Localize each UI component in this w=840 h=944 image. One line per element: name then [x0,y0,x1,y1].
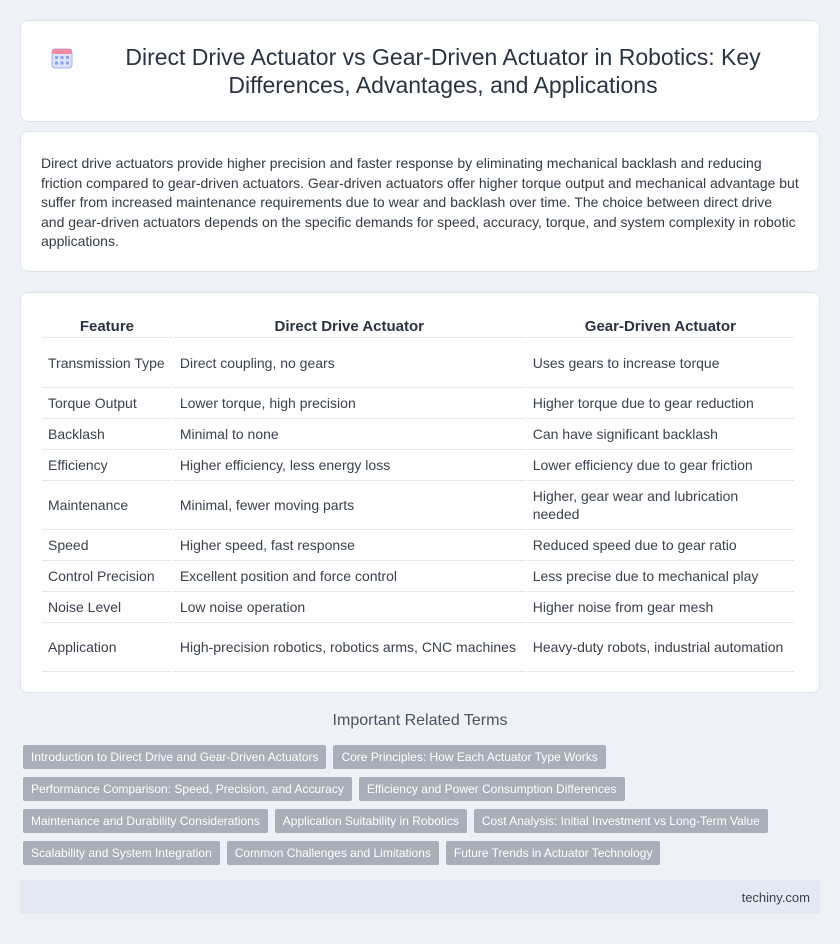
table-row [42,481,794,530]
direct-drive-cell: Low noise operation [174,592,525,623]
intro-card [20,131,820,272]
table-row [42,388,794,419]
table-header-row [42,315,794,338]
tag-row [23,777,823,801]
feature-cell: Maintenance [42,481,172,530]
gear-driven-cell: Uses gears to increase torque [527,338,794,388]
column-header-feature: Feature [42,315,172,338]
title-card [20,20,820,122]
direct-drive-cell: Minimal to none [174,419,525,450]
intro-paragraph: Direct drive actuators provide higher precision and faster response by eliminating mechanical backlash and reducing friction compared to gear-driven actuators. Gear-driven actuators offer higher torque output and mechanical advantage but suffer from increased maintenance requirements due to wear and backlash over time. The choice between direct drive and gear-driven actuators depends on the specific demands for speed, accuracy, torque, and system complexity in robotic applications. [41,155,799,250]
related-term-tag[interactable]: Performance Comparison: Speed, Precision, and Accuracy [23,777,352,801]
related-term-tag[interactable]: Maintenance and Durability Considerations [23,809,268,833]
direct-drive-cell: Excellent position and force control [174,561,525,592]
table-row [42,450,794,481]
feature-cell: Transmission Type [42,338,172,388]
related-term-tag[interactable]: Core Principles: How Each Actuator Type Works [333,745,605,769]
related-term-tag[interactable]: Cost Analysis: Initial Investment vs Long-Term Value [474,809,768,833]
gear-driven-cell: Higher noise from gear mesh [527,592,794,623]
table-row [42,623,794,672]
related-term-tag[interactable]: Common Challenges and Limitations [227,841,439,865]
related-term-tag[interactable]: Application Suitability in Robotics [275,809,467,833]
feature-cell: Control Precision [42,561,172,592]
column-header-gear-driven: Gear-Driven Actuator [527,315,794,338]
footer-site-link[interactable]: techiny.com [741,889,810,905]
related-terms-heading: Important Related Terms [332,712,508,729]
feature-cell: Efficiency [42,450,172,481]
feature-cell: Speed [42,530,172,561]
gear-driven-cell: Can have significant backlash [527,419,794,450]
related-term-tag[interactable]: Scalability and System Integration [23,841,220,865]
tag-row [23,809,823,833]
calendar-grid-icon [50,46,74,70]
gear-driven-cell: Higher, gear wear and lubrication needed [527,481,794,530]
column-header-direct-drive: Direct Drive Actuator [174,315,525,338]
title-wrap [50,43,790,99]
page-title: Direct Drive Actuator vs Gear-Driven Actuator in Robotics: Key Differences, Advantages, and Applications [125,44,761,98]
direct-drive-cell: Lower torque, high precision [174,388,525,419]
feature-cell: Noise Level [42,592,172,623]
feature-cell: Application [42,623,172,672]
related-term-tag[interactable]: Future Trends in Actuator Technology [446,841,661,865]
feature-cell: Torque Output [42,388,172,419]
table-row [42,530,794,561]
direct-drive-cell: Higher efficiency, less energy loss [174,450,525,481]
table-row [42,338,794,388]
table-row [42,561,794,592]
comparison-table-card [20,292,820,693]
direct-drive-cell: Direct coupling, no gears [174,338,525,388]
tag-row [23,745,823,769]
gear-driven-cell: Lower efficiency due to gear friction [527,450,794,481]
feature-cell: Backlash [42,419,172,450]
direct-drive-cell: Higher speed, fast response [174,530,525,561]
gear-driven-cell: Less precise due to mechanical play [527,561,794,592]
gear-driven-cell: Reduced speed due to gear ratio [527,530,794,561]
related-terms-tags [23,745,823,873]
gear-driven-cell: Heavy-duty robots, industrial automation [527,623,794,672]
related-term-tag[interactable]: Efficiency and Power Consumption Differences [359,777,625,801]
table-row [42,592,794,623]
comparison-table [40,315,796,672]
gear-driven-cell: Higher torque due to gear reduction [527,388,794,419]
direct-drive-cell: Minimal, fewer moving parts [174,481,525,530]
table-row [42,419,794,450]
footer [20,880,820,914]
tag-row [23,841,823,865]
related-term-tag[interactable]: Introduction to Direct Drive and Gear-Driven Actuators [23,745,326,769]
direct-drive-cell: High-precision robotics, robotics arms, CNC machines [174,623,525,672]
